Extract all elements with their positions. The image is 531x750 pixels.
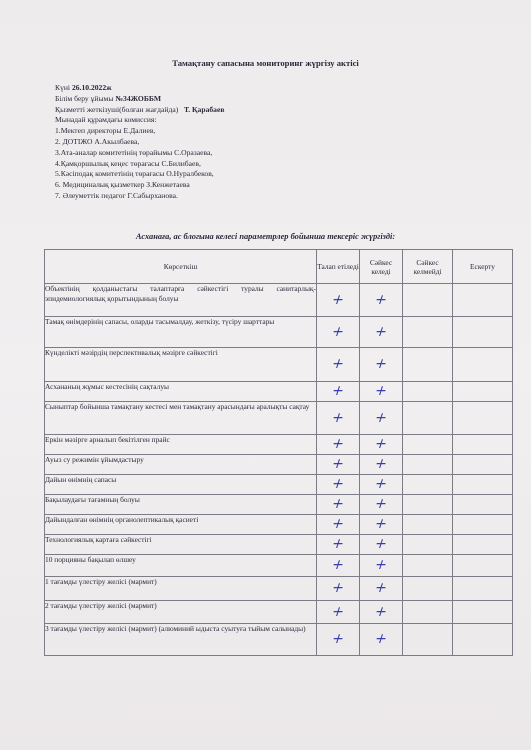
table-row [45,555,513,577]
matches-cell [360,535,403,555]
table-row [45,495,513,515]
org-label: Білім беру ұйымы [55,93,114,103]
table-row [45,455,513,475]
inspection-table [44,249,513,656]
handwritten-plus-mark: + [372,496,390,512]
header-not-matches: Сәйкес келмейді [403,250,453,284]
handwritten-plus-mark: + [329,323,347,340]
required-cell [317,601,360,624]
note-cell [453,601,513,624]
handwritten-plus-mark: + [329,383,347,399]
meta-block [55,83,224,202]
required-cell [317,382,360,402]
commission-member: 5.Кәсіподақ комитетінің төрағасы О.Нуралбеков, [55,169,214,179]
handwritten-plus-mark: + [329,291,347,308]
table-row [45,402,513,435]
handwritten-plus-mark: + [329,536,347,552]
header-indicator: Көрсеткіш [45,250,317,284]
matches-cell [360,624,403,656]
not-matches-cell [403,601,453,624]
matches-cell [360,515,403,535]
matches-cell [360,284,403,317]
handwritten-plus-mark: + [372,580,390,596]
handwritten-plus-mark: + [372,603,390,620]
not-matches-cell [403,577,453,601]
commission-member: 2. ДОТІЖО А.Акылбаева, [55,136,140,146]
handwritten-plus-mark: + [329,516,347,532]
not-matches-cell [403,535,453,555]
parameter-cell: 2 тағамды үлестіру желісі (мармит) [45,601,317,624]
handwritten-plus-mark: + [329,436,347,452]
note-cell [453,515,513,535]
note-cell [453,382,513,402]
table-row [45,317,513,348]
handwritten-plus-mark: + [372,516,390,532]
handwritten-plus-mark: + [329,580,347,596]
matches-cell [360,402,403,435]
required-cell [317,624,360,656]
matches-cell [360,382,403,402]
not-matches-cell [403,402,453,435]
matches-cell [360,601,403,624]
handwritten-plus-mark: + [372,409,390,426]
provider-label: Қызметті жеткізуші(болған жағдайда) [55,104,179,114]
table-row [45,535,513,555]
not-matches-cell [403,515,453,535]
required-cell [317,455,360,475]
handwritten-plus-mark: + [372,383,390,399]
note-cell [453,435,513,455]
required-cell [317,515,360,535]
matches-cell [360,435,403,455]
matches-cell [360,555,403,577]
handwritten-plus-mark: + [372,476,390,492]
note-cell [453,348,513,382]
parameter-cell: Асхананың жұмыс кестесінің сақталуы [45,382,317,402]
matches-cell [360,348,403,382]
handwritten-plus-mark: + [372,536,390,552]
parameter-cell: Технологиялық картаға сәйкестігі [45,535,317,555]
commission-member: 6. Медициналық қызметкер З.Кенжетаева [55,180,190,190]
matches-cell [360,495,403,515]
handwritten-plus-mark: + [372,323,390,340]
handwritten-plus-mark: + [329,356,347,372]
table-header-row [45,250,513,284]
note-cell [453,317,513,348]
parameter-cell: 3 тағамды үлестіру желісі (мармит) (алюминий ыдыста суытуға тыйым салынады) [45,624,317,656]
commission-member: 7. Әлеуметтік педагог Г.Сабырханова. [55,190,178,200]
note-cell [453,455,513,475]
required-cell [317,577,360,601]
required-cell [317,535,360,555]
required-cell [317,555,360,577]
required-cell [317,475,360,495]
table-row [45,284,513,317]
commission-member: 4.Қамқоршылық кеңес төрағасы С.Билибаев, [55,158,201,168]
commission-member: 1.Мектеп директоры Е.Далиев, [55,126,156,136]
not-matches-cell [403,348,453,382]
handwritten-plus-mark: + [329,496,347,512]
note-cell [453,555,513,577]
handwritten-plus-mark: + [372,557,390,573]
note-cell [453,535,513,555]
provider-line [55,105,224,116]
provider-value: Т. Қарабаев [183,104,225,114]
date-value: 26.10.2022ж [71,83,112,92]
not-matches-cell [403,435,453,455]
table-row [45,475,513,495]
table-row [45,601,513,624]
parameter-cell: Тамақ өнімдерінің сапасы, оларды тасымалдау, жеткізу, түсіру шарттары [45,317,317,348]
required-cell [317,435,360,455]
inspection-subtitle: Асханаға, ас блогына келесі параметрлер бойынша тексеріс жүргізді: [135,232,396,241]
not-matches-cell [403,284,453,317]
required-cell [317,284,360,317]
parameter-cell: Объектінің қолданыстағы талаптарға сәйкестігі туралы санитарлық-эпидемиологиялық қорытындының болуы [45,284,317,317]
handwritten-plus-mark: + [372,356,390,372]
parameter-cell: Еркін мәзірге арналып бекітілген прайс [45,435,317,455]
not-matches-cell [403,455,453,475]
table-row [45,515,513,535]
not-matches-cell [403,495,453,515]
note-cell [453,402,513,435]
handwritten-plus-mark: + [329,603,347,620]
required-cell [317,348,360,382]
parameter-cell: Бақылаудағы тағамның болуы [45,495,317,515]
required-cell [317,495,360,515]
table-row [45,577,513,601]
matches-cell [360,455,403,475]
org-value: №34ЖОББМ [115,93,162,103]
commission-member: 3.Ата-аналар комитетінің төрайымы С.Оразаева, [55,147,213,157]
matches-cell [360,577,403,601]
not-matches-cell [403,382,453,402]
table-row [45,382,513,402]
note-cell [453,475,513,495]
table-row [45,624,513,656]
date-label: Күні [55,83,71,92]
header-note: Ескерту [453,250,513,284]
handwritten-plus-mark: + [372,631,390,647]
note-cell [453,495,513,515]
parameter-cell: Дайындалған өнімнің органолептикалық қасиеті [45,515,317,535]
handwritten-plus-mark: + [372,456,390,472]
parameter-cell: Сыныптар бойынша тамақтану кестесі мен тамақтану арасындағы аралықты сақтау [45,402,317,435]
not-matches-cell [403,624,453,656]
required-cell [317,317,360,348]
table-row [45,348,513,382]
handwritten-plus-mark: + [329,456,347,472]
note-cell [453,577,513,601]
handwritten-plus-mark: + [329,409,347,426]
not-matches-cell [403,475,453,495]
header-matches: Сәйкес келеді [360,250,403,284]
header-required: Талап етіледі [317,250,360,284]
document-title: Тамақтану сапасына мониторинг жүргізу актісі [172,58,359,68]
parameter-cell: Ауыз су режимін ұйымдастыру [45,455,317,475]
org-line [55,94,224,105]
handwritten-plus-mark: + [372,291,390,308]
date-line [55,83,224,94]
handwritten-plus-mark: + [329,631,347,647]
parameter-cell: Дайын өнімнің сапасы [45,475,317,495]
handwritten-plus-mark: + [372,436,390,452]
parameter-cell: 1 тағамды үлестіру желісі (мармит) [45,577,317,601]
parameter-cell: 10 порцияны бақылап өлшеу [45,555,317,577]
not-matches-cell [403,555,453,577]
note-cell [453,284,513,317]
table-row [45,435,513,455]
matches-cell [360,317,403,348]
matches-cell [360,475,403,495]
handwritten-plus-mark: + [329,476,347,492]
not-matches-cell [403,317,453,348]
commission-intro: Мынадай құрамдағы комиссия: [55,115,157,125]
required-cell [317,402,360,435]
parameter-cell: Күнделікті мәзірдің перспективалық мәзірге сәйкестігі [45,348,317,382]
note-cell [453,624,513,656]
handwritten-plus-mark: + [329,557,347,573]
